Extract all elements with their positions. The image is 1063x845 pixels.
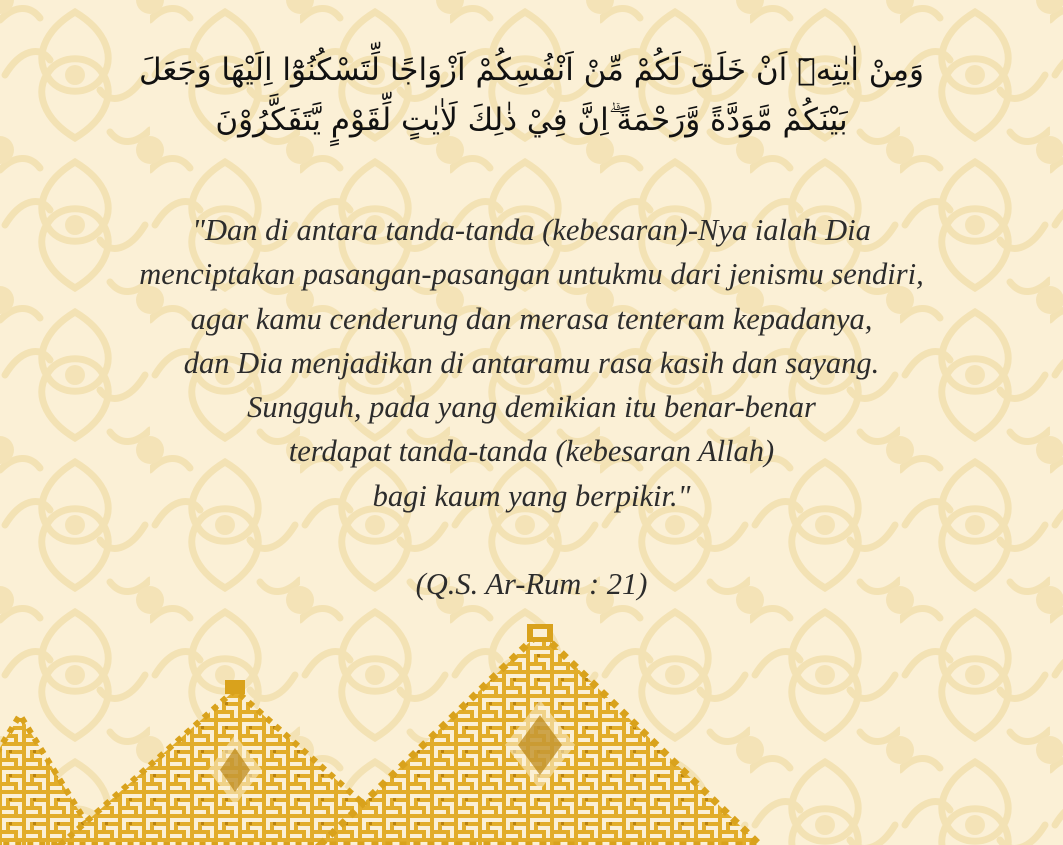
translation-line: menciptakan pasangan-pasangan untukmu dari jenismu sendiri,: [139, 257, 924, 292]
songket-ornament-icon: [0, 620, 1063, 845]
translation-line: "Dan di antara tanda-tanda (kebesaran)-Nya ialah Dia: [192, 213, 871, 247]
translation-line: bagi kaum yang berpikir.": [372, 478, 691, 513]
verse-reference: (Q.S. Ar-Rum : 21): [415, 567, 648, 601]
translation-text: [40, 208, 1023, 518]
translation-line: terdapat tanda-tanda (kebesaran Allah): [288, 434, 775, 469]
translation-line: agar kamu cenderung dan merasa tenteram kepadanya,: [190, 301, 873, 336]
translation-line: Sungguh, pada yang demikian itu benar-benar: [247, 390, 816, 425]
translation-line: dan Dia menjadikan di antaramu rasa kasih dan sayang.: [183, 345, 880, 380]
arabic-verse-line-2: بَيْنَكُمْ مَّوَدَّةً وَّرَحْمَةً ۗاِنَّ فِيْ ذٰلِكَ لَاٰيٰتٍ لِّقَوْمٍ يَّتَفَكَّرُوْنَ: [215, 102, 848, 138]
arabic-verse-line-1: وَمِنْ اٰيٰتِهٖٓ اَنْ خَلَقَ لَكُمْ مِّنْ اَنْفُسِكُمْ اَزْوَاجًا لِّتَسْكُنُوْٓا اِلَيْهَا وَجَعَلَ: [139, 52, 924, 88]
